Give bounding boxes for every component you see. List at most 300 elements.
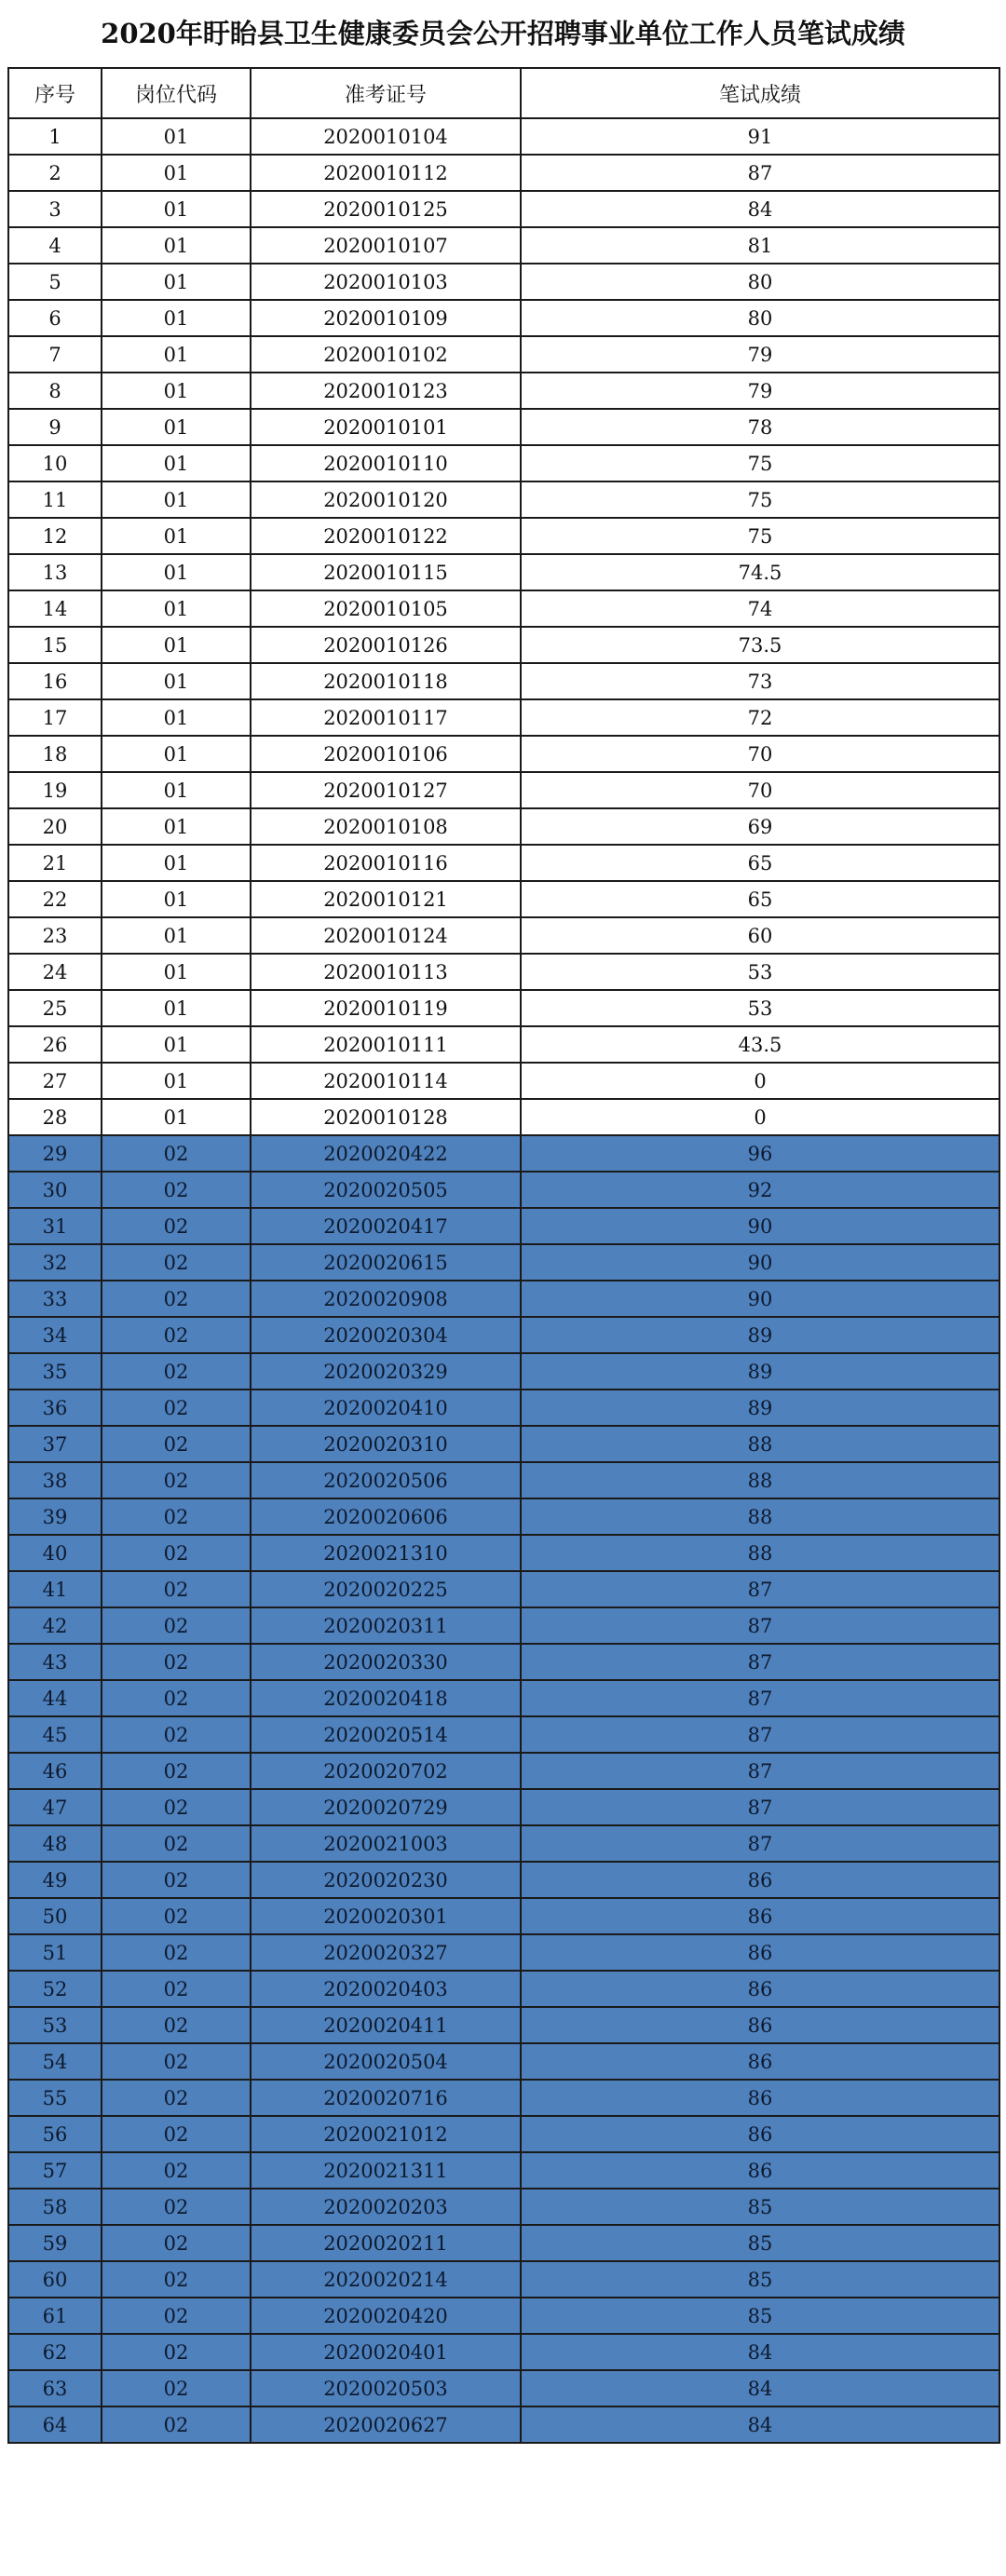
cell-seq: 48 xyxy=(8,1825,102,1862)
cell-score: 0 xyxy=(521,1063,999,1099)
table-row xyxy=(8,373,999,409)
cell-position-code: 01 xyxy=(102,409,251,445)
table-row xyxy=(8,2152,999,2189)
table-row xyxy=(8,1281,999,1317)
cell-score: 0 xyxy=(521,1099,999,1135)
cell-position-code: 02 xyxy=(102,1934,251,1971)
cell-ticket-number: 2020010113 xyxy=(251,954,521,990)
cell-seq: 20 xyxy=(8,808,102,845)
table-row xyxy=(8,2080,999,2116)
cell-seq: 54 xyxy=(8,2043,102,2080)
cell-position-code: 01 xyxy=(102,1063,251,1099)
cell-ticket-number: 2020010118 xyxy=(251,663,521,699)
cell-seq: 45 xyxy=(8,1716,102,1753)
cell-position-code: 01 xyxy=(102,554,251,590)
cell-position-code: 02 xyxy=(102,1644,251,1680)
cell-seq: 31 xyxy=(8,1208,102,1244)
cell-ticket-number: 2020020330 xyxy=(251,1644,521,1680)
cell-ticket-number: 2020020230 xyxy=(251,1862,521,1898)
cell-position-code: 01 xyxy=(102,481,251,518)
cell-seq: 14 xyxy=(8,590,102,627)
cell-ticket-number: 2020020702 xyxy=(251,1753,521,1789)
table-row xyxy=(8,2007,999,2043)
cell-ticket-number: 2020010126 xyxy=(251,627,521,663)
cell-position-code: 02 xyxy=(102,1716,251,1753)
cell-seq: 62 xyxy=(8,2334,102,2370)
cell-ticket-number: 2020020615 xyxy=(251,1244,521,1281)
cell-seq: 63 xyxy=(8,2370,102,2407)
cell-position-code: 02 xyxy=(102,2261,251,2298)
cell-seq: 19 xyxy=(8,772,102,808)
cell-score: 87 xyxy=(521,1571,999,1607)
table-row xyxy=(8,227,999,264)
cell-seq: 51 xyxy=(8,1934,102,1971)
cell-score: 81 xyxy=(521,227,999,264)
table-row xyxy=(8,1099,999,1135)
cell-seq: 10 xyxy=(8,445,102,481)
table-row xyxy=(8,772,999,808)
cell-score: 79 xyxy=(521,336,999,373)
cell-ticket-number: 2020010122 xyxy=(251,518,521,554)
cell-position-code: 01 xyxy=(102,191,251,227)
cell-ticket-number: 2020020422 xyxy=(251,1135,521,1172)
cell-ticket-number: 2020020311 xyxy=(251,1607,521,1644)
cell-seq: 39 xyxy=(8,1498,102,1535)
cell-ticket-number: 2020020403 xyxy=(251,1971,521,2007)
table-row xyxy=(8,2189,999,2225)
cell-score: 84 xyxy=(521,2407,999,2443)
cell-seq: 25 xyxy=(8,990,102,1026)
cell-position-code: 02 xyxy=(102,1390,251,1426)
cell-ticket-number: 2020020514 xyxy=(251,1716,521,1753)
table-row xyxy=(8,1317,999,1353)
cell-position-code: 02 xyxy=(102,1680,251,1716)
cell-score: 53 xyxy=(521,954,999,990)
cell-position-code: 02 xyxy=(102,2116,251,2152)
cell-seq: 18 xyxy=(8,736,102,772)
cell-seq: 6 xyxy=(8,300,102,336)
cell-seq: 42 xyxy=(8,1607,102,1644)
cell-score: 86 xyxy=(521,2116,999,2152)
table-row xyxy=(8,1644,999,1680)
cell-score: 80 xyxy=(521,300,999,336)
cell-ticket-number: 2020010105 xyxy=(251,590,521,627)
cell-seq: 29 xyxy=(8,1135,102,1172)
table-row xyxy=(8,2298,999,2334)
cell-ticket-number: 2020020411 xyxy=(251,2007,521,2043)
cell-ticket-number: 2020020420 xyxy=(251,2298,521,2334)
cell-score: 74 xyxy=(521,590,999,627)
cell-score: 90 xyxy=(521,1244,999,1281)
cell-ticket-number: 2020010121 xyxy=(251,881,521,917)
cell-ticket-number: 2020010116 xyxy=(251,845,521,881)
cell-score: 78 xyxy=(521,409,999,445)
cell-ticket-number: 2020020627 xyxy=(251,2407,521,2443)
cell-score: 86 xyxy=(521,2152,999,2189)
cell-score: 73 xyxy=(521,663,999,699)
cell-seq: 7 xyxy=(8,336,102,373)
cell-score: 86 xyxy=(521,1934,999,1971)
cell-score: 88 xyxy=(521,1535,999,1571)
cell-score: 87 xyxy=(521,1644,999,1680)
cell-score: 86 xyxy=(521,1862,999,1898)
cell-ticket-number: 2020010114 xyxy=(251,1063,521,1099)
cell-score: 80 xyxy=(521,264,999,300)
table-row xyxy=(8,264,999,300)
cell-position-code: 01 xyxy=(102,917,251,954)
cell-seq: 55 xyxy=(8,2080,102,2116)
cell-ticket-number: 2020010110 xyxy=(251,445,521,481)
cell-seq: 46 xyxy=(8,1753,102,1789)
cell-seq: 27 xyxy=(8,1063,102,1099)
cell-ticket-number: 2020020504 xyxy=(251,2043,521,2080)
cell-ticket-number: 2020020310 xyxy=(251,1426,521,1462)
cell-ticket-number: 2020020506 xyxy=(251,1462,521,1498)
cell-score: 87 xyxy=(521,1680,999,1716)
cell-position-code: 01 xyxy=(102,954,251,990)
cell-score: 60 xyxy=(521,917,999,954)
table-row xyxy=(8,518,999,554)
table-row xyxy=(8,1680,999,1716)
table-row xyxy=(8,590,999,627)
cell-ticket-number: 2020020327 xyxy=(251,1934,521,1971)
cell-ticket-number: 2020010128 xyxy=(251,1099,521,1135)
table-row xyxy=(8,1535,999,1571)
cell-seq: 57 xyxy=(8,2152,102,2189)
table-row xyxy=(8,1862,999,1898)
column-header-score: 笔试成绩 xyxy=(521,68,999,118)
cell-seq: 1 xyxy=(8,118,102,155)
cell-score: 90 xyxy=(521,1208,999,1244)
cell-ticket-number: 2020010117 xyxy=(251,699,521,736)
cell-seq: 8 xyxy=(8,373,102,409)
table-row xyxy=(8,2370,999,2407)
cell-seq: 16 xyxy=(8,663,102,699)
cell-score: 73.5 xyxy=(521,627,999,663)
table-header-row xyxy=(8,68,999,118)
cell-seq: 17 xyxy=(8,699,102,736)
cell-score: 70 xyxy=(521,736,999,772)
cell-ticket-number: 2020020417 xyxy=(251,1208,521,1244)
cell-seq: 2 xyxy=(8,155,102,191)
table-row xyxy=(8,1244,999,1281)
table-row xyxy=(8,2043,999,2080)
table-row xyxy=(8,1390,999,1426)
table-body xyxy=(8,118,999,2443)
table-row xyxy=(8,1934,999,1971)
cell-position-code: 01 xyxy=(102,373,251,409)
cell-seq: 21 xyxy=(8,845,102,881)
cell-seq: 34 xyxy=(8,1317,102,1353)
cell-ticket-number: 2020010112 xyxy=(251,155,521,191)
cell-ticket-number: 2020010124 xyxy=(251,917,521,954)
cell-score: 86 xyxy=(521,2080,999,2116)
table-row xyxy=(8,990,999,1026)
cell-ticket-number: 2020020301 xyxy=(251,1898,521,1934)
table-row xyxy=(8,409,999,445)
cell-ticket-number: 2020010119 xyxy=(251,990,521,1026)
table-row xyxy=(8,1825,999,1862)
table-row xyxy=(8,481,999,518)
cell-score: 87 xyxy=(521,1716,999,1753)
cell-ticket-number: 2020020729 xyxy=(251,1789,521,1825)
table-row xyxy=(8,1971,999,2007)
cell-seq: 4 xyxy=(8,227,102,264)
cell-position-code: 01 xyxy=(102,518,251,554)
cell-position-code: 02 xyxy=(102,1353,251,1390)
cell-score: 87 xyxy=(521,1825,999,1862)
table-row xyxy=(8,2407,999,2443)
cell-score: 87 xyxy=(521,1789,999,1825)
cell-position-code: 02 xyxy=(102,1244,251,1281)
cell-position-code: 01 xyxy=(102,118,251,155)
cell-seq: 40 xyxy=(8,1535,102,1571)
table-row xyxy=(8,881,999,917)
cell-score: 84 xyxy=(521,191,999,227)
cell-position-code: 02 xyxy=(102,1825,251,1862)
cell-score: 79 xyxy=(521,373,999,409)
cell-score: 88 xyxy=(521,1498,999,1535)
cell-ticket-number: 2020021003 xyxy=(251,1825,521,1862)
table-row xyxy=(8,1063,999,1099)
cell-seq: 15 xyxy=(8,627,102,663)
cell-position-code: 02 xyxy=(102,1535,251,1571)
cell-score: 85 xyxy=(521,2189,999,2225)
cell-position-code: 02 xyxy=(102,2298,251,2334)
cell-ticket-number: 2020010102 xyxy=(251,336,521,373)
table-row xyxy=(8,445,999,481)
cell-position-code: 01 xyxy=(102,808,251,845)
cell-seq: 49 xyxy=(8,1862,102,1898)
cell-ticket-number: 2020010123 xyxy=(251,373,521,409)
column-header-ticket-number: 准考证号 xyxy=(251,68,521,118)
cell-score: 72 xyxy=(521,699,999,736)
cell-score: 74.5 xyxy=(521,554,999,590)
cell-ticket-number: 2020020304 xyxy=(251,1317,521,1353)
table-row xyxy=(8,1789,999,1825)
cell-score: 88 xyxy=(521,1462,999,1498)
cell-seq: 35 xyxy=(8,1353,102,1390)
cell-score: 70 xyxy=(521,772,999,808)
cell-ticket-number: 2020010115 xyxy=(251,554,521,590)
cell-score: 90 xyxy=(521,1281,999,1317)
cell-score: 85 xyxy=(521,2225,999,2261)
page-title: 2020年盱眙县卫生健康委员会公开招聘事业单位工作人员笔试成绩 xyxy=(101,18,905,49)
cell-score: 87 xyxy=(521,1607,999,1644)
cell-position-code: 02 xyxy=(102,2007,251,2043)
cell-position-code: 02 xyxy=(102,1208,251,1244)
cell-position-code: 02 xyxy=(102,1317,251,1353)
cell-seq: 59 xyxy=(8,2225,102,2261)
cell-position-code: 02 xyxy=(102,1462,251,1498)
cell-position-code: 01 xyxy=(102,1026,251,1063)
cell-seq: 60 xyxy=(8,2261,102,2298)
table-row xyxy=(8,118,999,155)
table-row xyxy=(8,917,999,954)
cell-seq: 52 xyxy=(8,1971,102,2007)
cell-position-code: 02 xyxy=(102,1607,251,1644)
cell-position-code: 02 xyxy=(102,1498,251,1535)
cell-seq: 41 xyxy=(8,1571,102,1607)
table-row xyxy=(8,1898,999,1934)
cell-position-code: 01 xyxy=(102,627,251,663)
cell-ticket-number: 2020020203 xyxy=(251,2189,521,2225)
cell-score: 84 xyxy=(521,2334,999,2370)
cell-seq: 23 xyxy=(8,917,102,954)
cell-score: 43.5 xyxy=(521,1026,999,1063)
cell-ticket-number: 2020010107 xyxy=(251,227,521,264)
table-row xyxy=(8,1135,999,1172)
cell-score: 85 xyxy=(521,2261,999,2298)
cell-seq: 37 xyxy=(8,1426,102,1462)
cell-position-code: 01 xyxy=(102,845,251,881)
cell-position-code: 02 xyxy=(102,1789,251,1825)
cell-score: 85 xyxy=(521,2298,999,2334)
cell-position-code: 01 xyxy=(102,336,251,373)
cell-position-code: 02 xyxy=(102,2225,251,2261)
cell-seq: 32 xyxy=(8,1244,102,1281)
cell-score: 86 xyxy=(521,2007,999,2043)
cell-ticket-number: 2020020606 xyxy=(251,1498,521,1535)
table-row xyxy=(8,663,999,699)
cell-position-code: 01 xyxy=(102,300,251,336)
table-row xyxy=(8,808,999,845)
cell-position-code: 01 xyxy=(102,1099,251,1135)
cell-score: 96 xyxy=(521,1135,999,1172)
cell-seq: 53 xyxy=(8,2007,102,2043)
table-row xyxy=(8,2334,999,2370)
cell-ticket-number: 2020010125 xyxy=(251,191,521,227)
cell-seq: 28 xyxy=(8,1099,102,1135)
cell-ticket-number: 2020010104 xyxy=(251,118,521,155)
cell-ticket-number: 2020020401 xyxy=(251,2334,521,2370)
cell-ticket-number: 2020010108 xyxy=(251,808,521,845)
table-row xyxy=(8,845,999,881)
column-header-seq: 序号 xyxy=(8,68,102,118)
cell-position-code: 02 xyxy=(102,1135,251,1172)
cell-ticket-number: 2020020225 xyxy=(251,1571,521,1607)
table-row xyxy=(8,736,999,772)
cell-seq: 13 xyxy=(8,554,102,590)
cell-position-code: 02 xyxy=(102,2043,251,2080)
cell-score: 75 xyxy=(521,445,999,481)
cell-position-code: 01 xyxy=(102,663,251,699)
cell-position-code: 02 xyxy=(102,1571,251,1607)
table-row xyxy=(8,2261,999,2298)
cell-position-code: 01 xyxy=(102,736,251,772)
table-row xyxy=(8,554,999,590)
cell-position-code: 01 xyxy=(102,264,251,300)
cell-ticket-number: 2020020908 xyxy=(251,1281,521,1317)
cell-ticket-number: 2020010111 xyxy=(251,1026,521,1063)
cell-position-code: 02 xyxy=(102,1971,251,2007)
cell-ticket-number: 2020010120 xyxy=(251,481,521,518)
cell-position-code: 02 xyxy=(102,1281,251,1317)
cell-score: 75 xyxy=(521,481,999,518)
cell-position-code: 02 xyxy=(102,1862,251,1898)
cell-position-code: 01 xyxy=(102,699,251,736)
cell-seq: 30 xyxy=(8,1172,102,1208)
cell-ticket-number: 2020020503 xyxy=(251,2370,521,2407)
cell-position-code: 01 xyxy=(102,590,251,627)
cell-seq: 58 xyxy=(8,2189,102,2225)
cell-ticket-number: 2020010103 xyxy=(251,264,521,300)
cell-ticket-number: 2020021012 xyxy=(251,2116,521,2152)
table-row xyxy=(8,1353,999,1390)
cell-score: 69 xyxy=(521,808,999,845)
cell-position-code: 02 xyxy=(102,1426,251,1462)
cell-ticket-number: 2020020214 xyxy=(251,2261,521,2298)
cell-position-code: 01 xyxy=(102,990,251,1026)
table-row xyxy=(8,1571,999,1607)
table-row xyxy=(8,1498,999,1535)
cell-score: 89 xyxy=(521,1317,999,1353)
cell-seq: 33 xyxy=(8,1281,102,1317)
cell-seq: 11 xyxy=(8,481,102,518)
cell-seq: 38 xyxy=(8,1462,102,1498)
score-table xyxy=(7,67,1000,2444)
cell-ticket-number: 2020020505 xyxy=(251,1172,521,1208)
cell-ticket-number: 2020020410 xyxy=(251,1390,521,1426)
cell-seq: 43 xyxy=(8,1644,102,1680)
cell-ticket-number: 2020010101 xyxy=(251,409,521,445)
cell-score: 88 xyxy=(521,1426,999,1462)
cell-score: 89 xyxy=(521,1390,999,1426)
cell-position-code: 02 xyxy=(102,2152,251,2189)
table-row xyxy=(8,2225,999,2261)
cell-score: 84 xyxy=(521,2370,999,2407)
cell-score: 91 xyxy=(521,118,999,155)
cell-score: 89 xyxy=(521,1353,999,1390)
table-row xyxy=(8,2116,999,2152)
cell-position-code: 01 xyxy=(102,881,251,917)
cell-ticket-number: 2020021310 xyxy=(251,1535,521,1571)
cell-position-code: 02 xyxy=(102,1172,251,1208)
cell-seq: 5 xyxy=(8,264,102,300)
cell-seq: 9 xyxy=(8,409,102,445)
table-row xyxy=(8,1426,999,1462)
table-row xyxy=(8,191,999,227)
cell-seq: 22 xyxy=(8,881,102,917)
table-row xyxy=(8,1172,999,1208)
cell-score: 65 xyxy=(521,881,999,917)
cell-position-code: 01 xyxy=(102,155,251,191)
cell-position-code: 01 xyxy=(102,445,251,481)
table-row xyxy=(8,1716,999,1753)
cell-position-code: 02 xyxy=(102,1898,251,1934)
cell-position-code: 02 xyxy=(102,2407,251,2443)
cell-seq: 3 xyxy=(8,191,102,227)
cell-seq: 50 xyxy=(8,1898,102,1934)
cell-seq: 36 xyxy=(8,1390,102,1426)
cell-position-code: 01 xyxy=(102,227,251,264)
table-row xyxy=(8,699,999,736)
table-row xyxy=(8,155,999,191)
cell-ticket-number: 2020020716 xyxy=(251,2080,521,2116)
table-row xyxy=(8,300,999,336)
cell-position-code: 02 xyxy=(102,2080,251,2116)
cell-seq: 47 xyxy=(8,1789,102,1825)
cell-seq: 26 xyxy=(8,1026,102,1063)
cell-position-code: 02 xyxy=(102,2334,251,2370)
cell-seq: 61 xyxy=(8,2298,102,2334)
cell-score: 86 xyxy=(521,2043,999,2080)
cell-seq: 56 xyxy=(8,2116,102,2152)
cell-score: 92 xyxy=(521,1172,999,1208)
table-row xyxy=(8,1462,999,1498)
cell-ticket-number: 2020020418 xyxy=(251,1680,521,1716)
cell-position-code: 02 xyxy=(102,1753,251,1789)
